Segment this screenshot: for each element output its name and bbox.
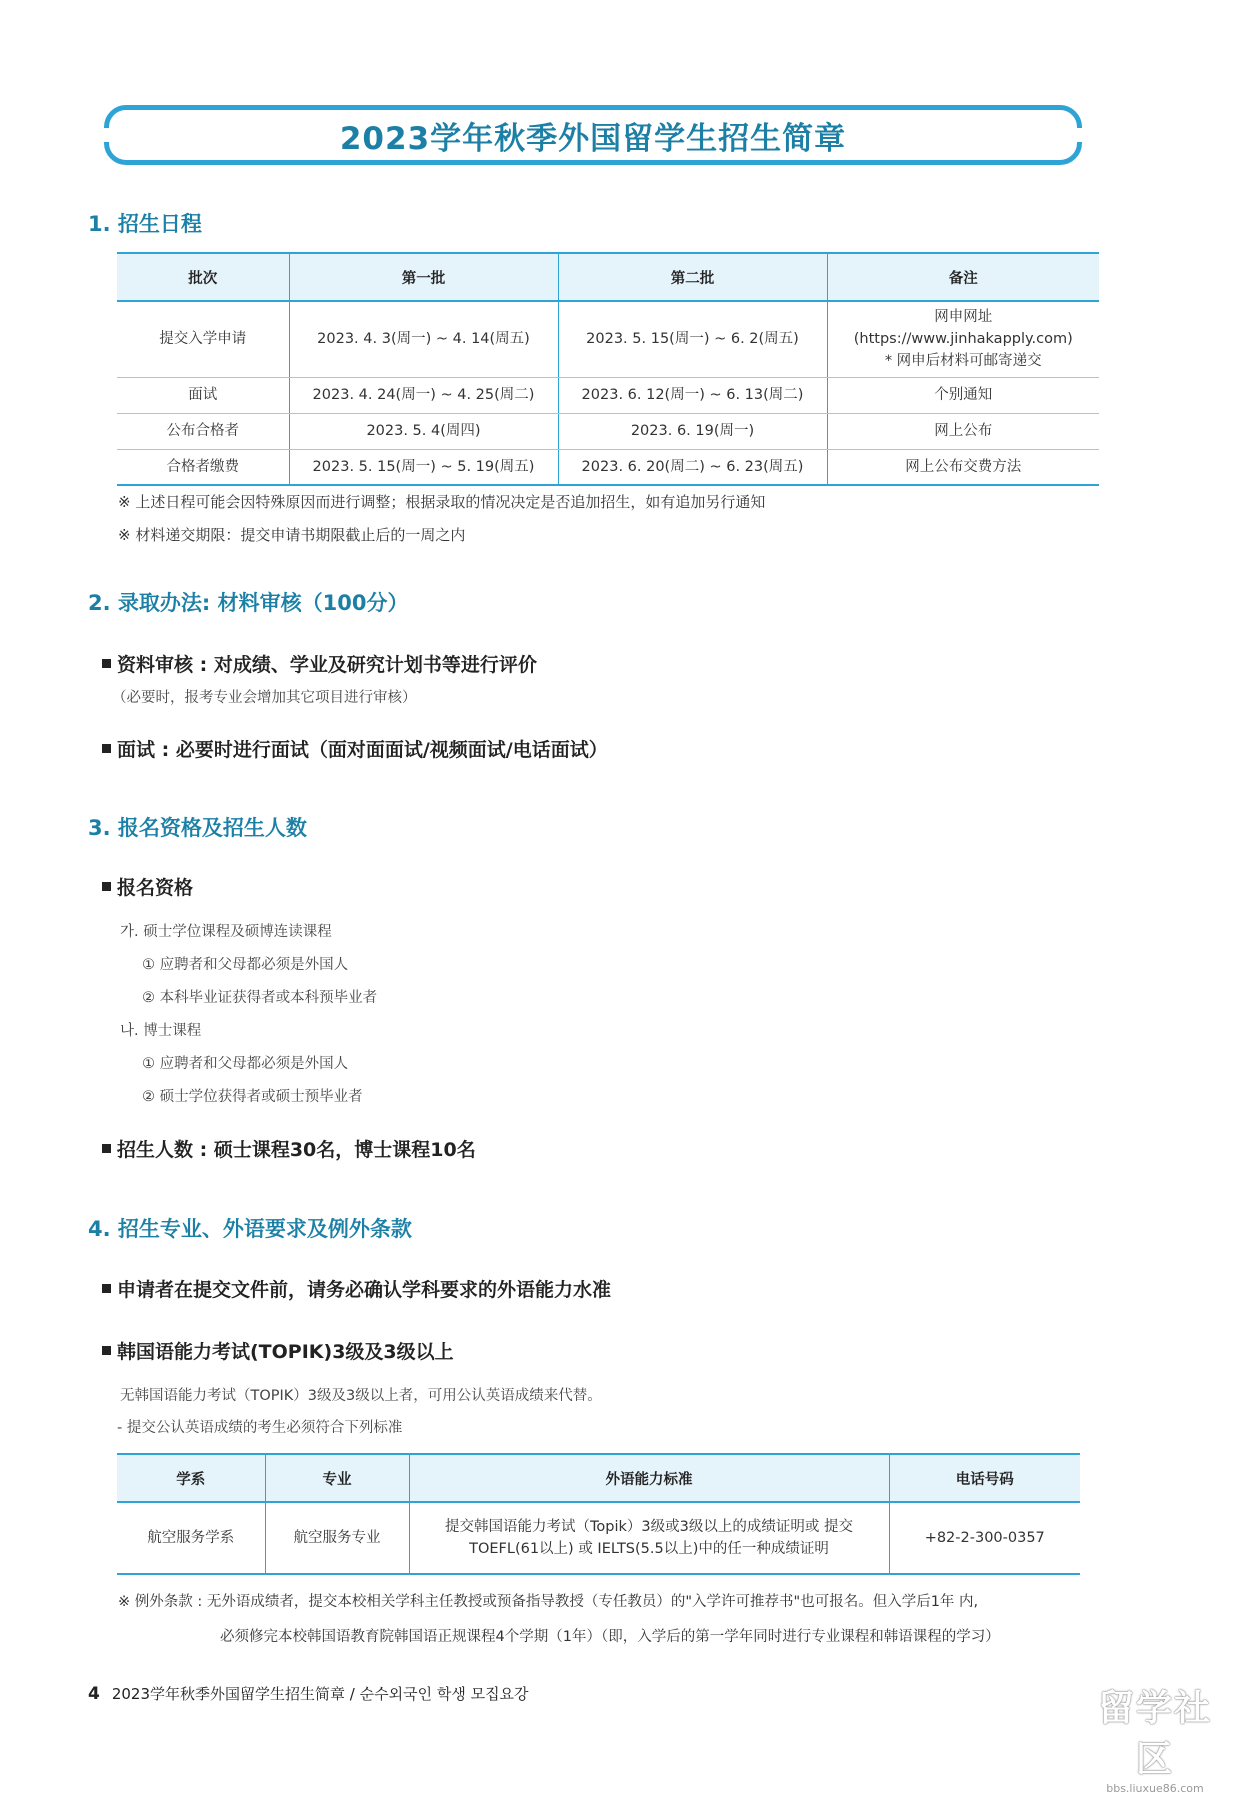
topik-alternative: 无韩国语能力考试（TOPIK）3级及3级以上者，可用公认英语成绩来代替。 <box>120 1388 602 1404</box>
table-header-row <box>117 1454 1080 1502</box>
table-header-row <box>117 253 1099 301</box>
table-cell: 2023. 5. 15(周一) ~ 6. 2(周五) <box>558 301 827 377</box>
bullet-square-icon <box>102 1144 111 1153</box>
table-cell-phone: +82-2-300-0357 <box>889 1502 1080 1574</box>
english-criteria-note: - 提交公认英语成绩的考生必须符合下列标准 <box>117 1420 403 1436</box>
watermark-logo: 留学社区 bbs.liuxue86.com <box>1097 1688 1212 1795</box>
review-note: （必要时，报考专业会增加其它项目进行审核） <box>112 690 417 706</box>
table-header: 外语能力标准 <box>409 1454 889 1502</box>
table-cell: 2023. 6. 19(周一) <box>558 413 827 449</box>
table-cell: 2023. 5. 4(周四) <box>289 413 558 449</box>
table-cell: 合格者缴费 <box>117 449 289 485</box>
page-footer <box>88 1683 529 1704</box>
bullet-topik: 韩国语能力考试(TOPIK)3级及3级以上 <box>102 1337 454 1364</box>
table-cell: 公布合格者 <box>117 413 289 449</box>
bullet-quota: 招生人数 : 硕士课程30名，博士课程10名 <box>102 1135 476 1162</box>
schedule-note: ※ 上述日程可能会因特殊原因而进行调整；根据录取的情况决定是否追加招生，如有追加另行通知 <box>118 493 766 511</box>
bullet-square-icon <box>102 1346 111 1355</box>
table-header: 学系 <box>117 1454 265 1502</box>
table-cell: 网上公布交费方法 <box>827 449 1099 485</box>
table-cell-remarks <box>827 301 1099 377</box>
table-row <box>117 301 1099 377</box>
table-cell: 个别通知 <box>827 377 1099 413</box>
remark-line: * 网申后材料可邮寄递交 <box>884 353 1042 370</box>
bullet-eligibility: 报名资格 <box>102 873 193 900</box>
table-header: 专业 <box>265 1454 409 1502</box>
table-cell: 2023. 6. 20(周二) ~ 6. 23(周五) <box>558 449 827 485</box>
exception-clause-cont: 必须修完本校韩国语教育院韩国语正规课程4个学期（1年）（即，入学后的第一学年同时进行专业课程和韩语课程的学习） <box>220 1629 1000 1645</box>
table-header: 第一批 <box>289 253 558 301</box>
bullet-square-icon <box>102 882 111 891</box>
table-cell: 提交入学申请 <box>117 301 289 377</box>
eligibility-item: ① 应聘者和父母都必须是外国人 <box>142 957 349 973</box>
table-header: 第二批 <box>558 253 827 301</box>
eligibility-item: ② 本科毕业证获得者或本科预毕业者 <box>142 990 378 1006</box>
bullet-square-icon <box>102 1284 111 1293</box>
table-row <box>117 1502 1080 1574</box>
remark-line: 网申网址 <box>934 309 993 326</box>
exception-clause: ※ 例外条款 : 无外语成绩者，提交本校相关学科主任教授或预备指导教授（专任教员）的"入学许可推荐书"也可报名。但入学后1年 内, <box>118 1594 979 1610</box>
section-3-heading: 3. 报名资格及招生人数 <box>88 816 307 840</box>
remark-link: (https://www.jinhakapply.com) <box>853 331 1073 348</box>
section-2-heading: 2. 录取办法: 材料审核（100分） <box>88 591 409 615</box>
table-header: 备注 <box>827 253 1099 301</box>
schedule-note: ※ 材料递交期限：提交申请书期限截止后的一周之内 <box>118 526 466 544</box>
table-cell: 网上公布 <box>827 413 1099 449</box>
footer-text: 2023学年秋季外国留学生招生简章 / 순수외국인 학생 모집요강 <box>111 1685 529 1703</box>
language-table <box>117 1453 1080 1575</box>
table-row <box>117 449 1099 485</box>
bullet-square-icon <box>102 659 111 668</box>
table-header: 电话号码 <box>889 1454 1080 1502</box>
table-header: 批次 <box>117 253 289 301</box>
table-cell: 2023. 6. 12(周一) ~ 6. 13(周二) <box>558 377 827 413</box>
title-banner <box>104 105 1082 165</box>
eligibility-item: 나. 博士课程 <box>120 1023 202 1039</box>
bullet-square-icon <box>102 744 111 753</box>
bullet-document-review: 资料审核 : 对成绩、学业及研究计划书等进行评价 <box>102 650 537 677</box>
table-row <box>117 413 1099 449</box>
eligibility-item: ① 应聘者和父母都必须是外国人 <box>142 1056 349 1072</box>
bullet-interview: 面试 : 必要时进行面试（面对面面试/视频面试/电话面试） <box>102 735 608 762</box>
page-title: 2023学年秋季外国留学生招生简章 <box>339 120 847 157</box>
table-row <box>117 377 1099 413</box>
table-cell: 2023. 4. 3(周一) ~ 4. 14(周五) <box>289 301 558 377</box>
table-cell: 航空服务专业 <box>265 1502 409 1574</box>
table-cell: 面试 <box>117 377 289 413</box>
table-cell: 航空服务学系 <box>117 1502 265 1574</box>
section-1-heading: 1. 招生日程 <box>88 212 202 236</box>
eligibility-item: ② 硕士学位获得者或硕士预毕业者 <box>142 1089 363 1105</box>
page-number: 4 <box>88 1684 100 1704</box>
table-cell: 2023. 5. 15(周一) ~ 5. 19(周五) <box>289 449 558 485</box>
bullet-language-check: 申请者在提交文件前，请务必确认学科要求的外语能力水准 <box>102 1275 611 1302</box>
table-cell-criteria: 提交韩国语能力考试（Topik）3级或3级以上的成绩证明或 提交 TOEFL(61以上) 或 IELTS(5.5以上)中的任一种成绩证明 <box>409 1502 889 1574</box>
section-4-heading: 4. 招生专业、外语要求及例外条款 <box>88 1217 412 1241</box>
eligibility-item: 가. 硕士学位课程及硕博连读课程 <box>120 924 332 940</box>
schedule-table <box>117 252 1099 486</box>
table-cell: 2023. 4. 24(周一) ~ 4. 25(周二) <box>289 377 558 413</box>
